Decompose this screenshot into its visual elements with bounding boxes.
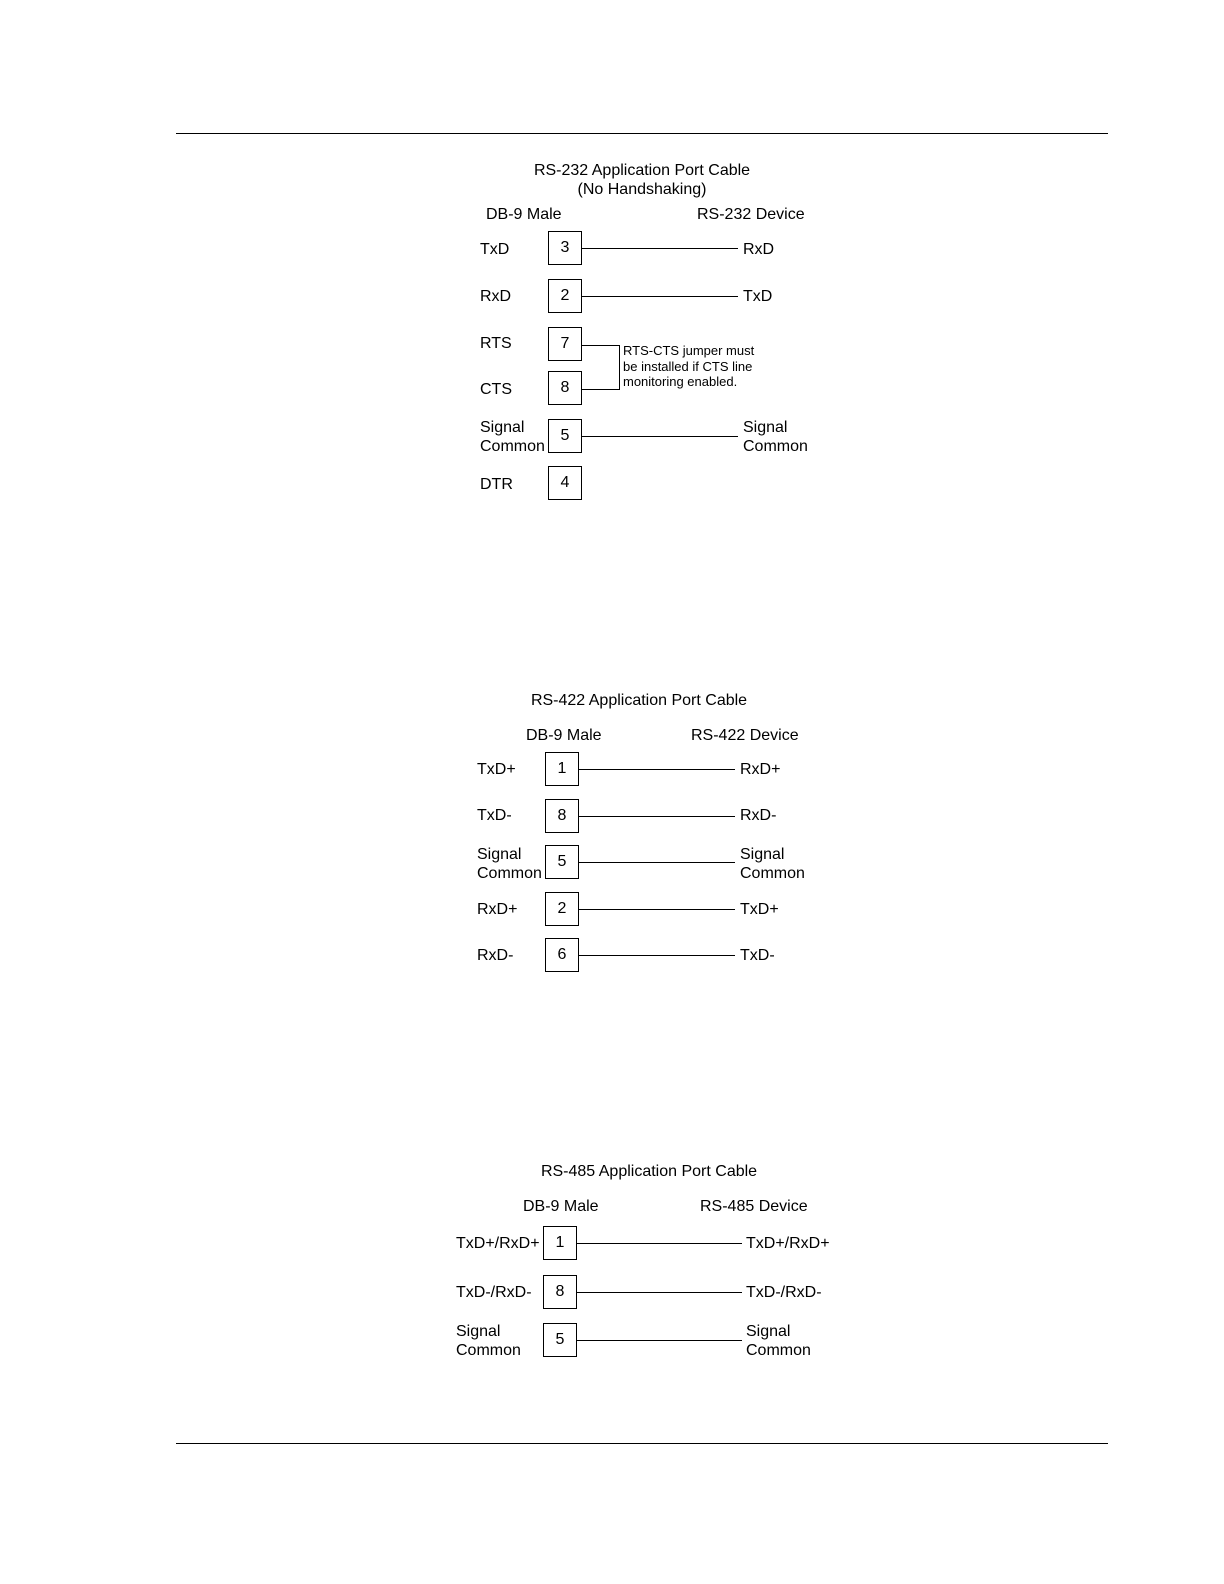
rs485-pin: 8 — [543, 1275, 577, 1309]
rs485-wire — [577, 1292, 742, 1293]
rs422-left-label: Signal Common — [477, 846, 542, 882]
rs485-left-label: Signal Common — [456, 1323, 521, 1359]
rs485-left-label: TxD-/RxD- — [456, 1284, 532, 1301]
rs232-title-line1: RS-232 Application Port Cable — [533, 162, 751, 179]
rs232-left-label: TxD — [480, 241, 510, 258]
rs232-right-label: Signal Common — [743, 419, 808, 455]
rs485-title: RS-485 Application Port Cable — [540, 1163, 758, 1180]
rs422-left-label: TxD- — [477, 807, 512, 824]
rs232-left-label: CTS — [480, 381, 512, 398]
rs232-left-label: RTS — [480, 335, 512, 352]
rs422-left-label: RxD- — [477, 947, 514, 964]
rs232-pin: 5 — [548, 419, 582, 453]
rs485-pin: 5 — [543, 1323, 577, 1357]
rs422-pin: 8 — [545, 799, 579, 833]
rs232-title-line2: (No Handshaking) — [577, 181, 707, 198]
rs232-jumper-note: RTS-CTS jumper must be installed if CTS line monitoring enabled. — [623, 343, 755, 389]
rs232-left-label: RxD — [480, 288, 512, 305]
rs422-pin: 1 — [545, 752, 579, 786]
rs422-right-header: RS-422 Device — [691, 727, 799, 744]
rs232-pin: 8 — [548, 371, 582, 405]
rs422-left-label: RxD+ — [477, 901, 518, 918]
rs485-pin: 1 — [543, 1226, 577, 1260]
rs232-left-label: Signal Common — [480, 419, 545, 455]
rs422-right-label: Signal Common — [740, 846, 805, 882]
rs422-right-label: TxD- — [740, 947, 775, 964]
rs485-right-label: TxD+/RxD+ — [746, 1235, 830, 1252]
rs232-pin: 3 — [548, 231, 582, 265]
rs485-right-header: RS-485 Device — [700, 1198, 808, 1215]
rs422-left-label: TxD+ — [477, 761, 516, 778]
rs422-right-label: TxD+ — [740, 901, 779, 918]
rs422-right-label: RxD+ — [740, 761, 781, 778]
rs422-pin: 5 — [545, 845, 579, 879]
rs232-pin: 2 — [548, 279, 582, 313]
rs485-right-label: TxD-/RxD- — [746, 1284, 822, 1301]
rs422-right-label: RxD- — [740, 807, 777, 824]
rs485-right-label: Signal Common — [746, 1323, 811, 1359]
rs232-left-label: DTR — [480, 476, 513, 493]
rs422-pin: 2 — [545, 892, 579, 926]
rs485-wire — [577, 1243, 742, 1244]
rs232-pin: 7 — [548, 327, 582, 361]
rs232-right-header: RS-232 Device — [697, 206, 805, 223]
rs422-left-header: DB-9 Male — [526, 727, 602, 744]
rs422-pin: 6 — [545, 938, 579, 972]
rs232-right-label: RxD — [743, 241, 775, 258]
rs485-wire — [577, 1340, 742, 1341]
rs485-left-header: DB-9 Male — [523, 1198, 599, 1215]
rs485-left-label: TxD+/RxD+ — [456, 1235, 540, 1252]
rs232-pin: 4 — [548, 466, 582, 500]
rs232-left-header: DB-9 Male — [486, 206, 562, 223]
rs232-right-label: TxD — [743, 288, 773, 305]
rs422-title: RS-422 Application Port Cable — [530, 692, 748, 709]
